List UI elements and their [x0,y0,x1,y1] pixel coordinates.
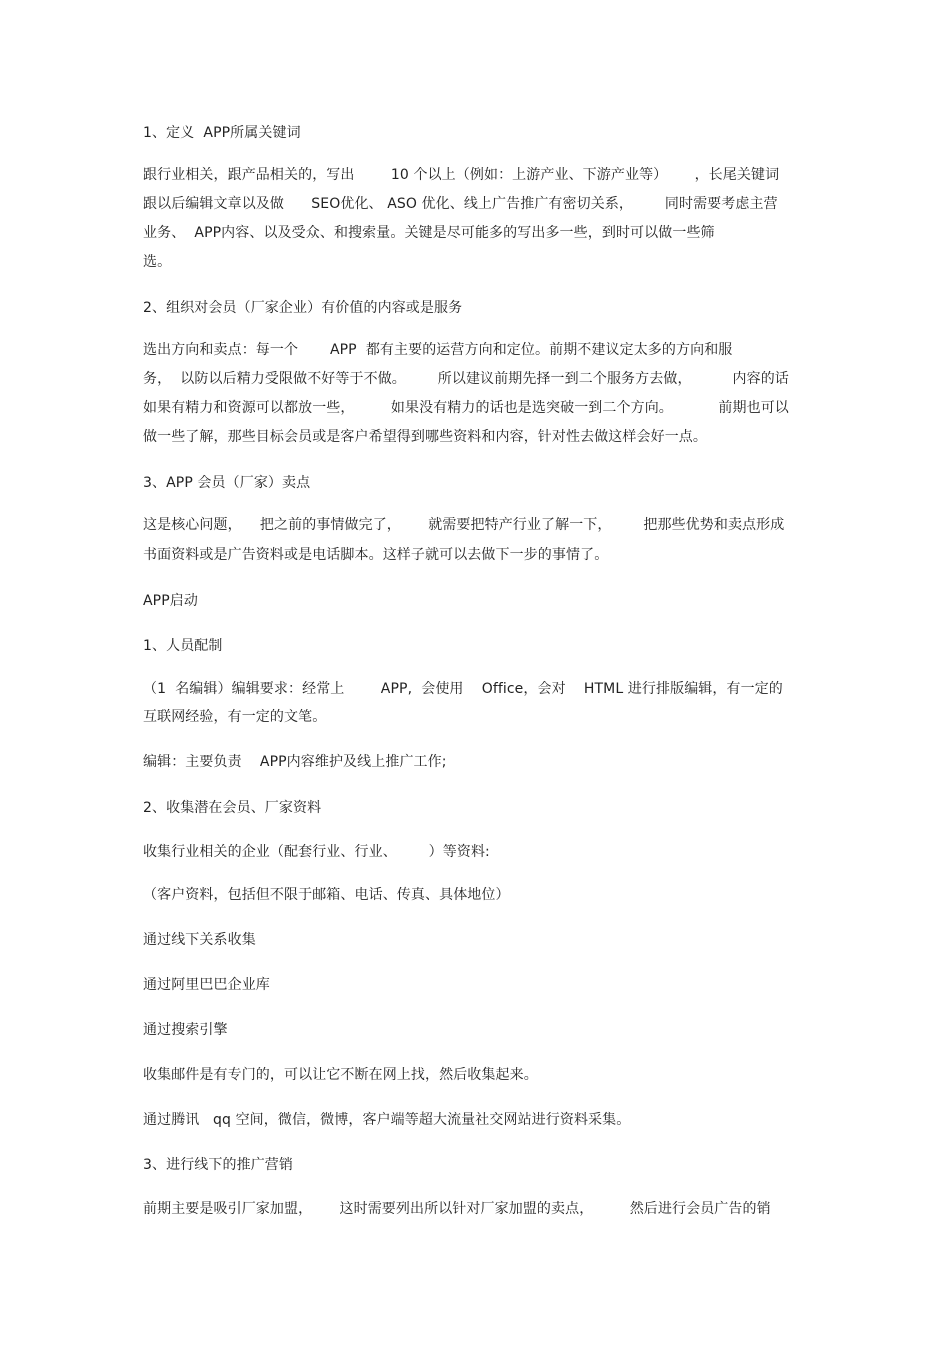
paragraph-line: （1 名编辑）编辑要求：经常上 APP, 会使用 Office，会对 HTML 进行排版编辑，有一定的 [143,681,783,697]
paragraph-line: 收集行业相关的企业（配套行业、行业、 ）等资料: [143,844,490,860]
paragraph-line: 这是核心问题， 把之前的事情做完了， 就需要把特产行业了解一下， 把那些优势和卖点形成 [143,517,785,533]
list-item: 收集邮件是有专门的，可以让它不断在网上找，然后收集起来。 [143,1067,538,1083]
paragraph-line: 跟以后编辑文章以及做 SEO优化、 ASO 优化、线上广告推广有密切关系， 同时需要考虑主营 [143,196,778,212]
list-item: 通过搜索引擎 [143,1022,228,1038]
list-item: 通过阿里巴巴企业库 [143,977,270,993]
heading-offline-marketing: 3、进行线下的推广营销 [143,1157,294,1173]
paragraph-line: 做一些了解，那些目标会员或是客户希望得到哪些资料和内容，针对性去做这样会好一点。 [143,429,707,445]
paragraph-line: 务， 以防以后精力受限做不好等于不做。 所以建议前期先择一到二个服务方去做， 内容的话 [143,371,789,387]
paragraph-line: 互联网经验，有一定的文笔。 [143,709,327,725]
heading-collect-leads: 2、收集潜在会员、厂家资料 [143,800,322,816]
paragraph-line: 书面资料或是广告资料或是电话脚本。这样子就可以去做下一步的事情了。 [143,547,609,563]
heading-staffing: 1、人员配制 [143,638,223,654]
paragraph-line: 编辑：主要负责 APP内容维护及线上推广工作; [143,754,447,770]
paragraph-line: 前期主要是吸引厂家加盟， 这时需要列出所以针对厂家加盟的卖点， 然后进行会员广告的销 [143,1201,771,1217]
heading-define-keywords: 1、定义 APP所属关键词 [143,125,301,141]
paragraph-line: 选出方向和卖点：每一个 APP 都有主要的运营方向和定位。前期不建议定太多的方向和服 [143,342,733,358]
heading-member-content: 2、组织对会员（厂家企业）有价值的内容或是服务 [143,300,463,316]
paragraph-line: 跟行业相关，跟产品相关的，写出 10 个以上（例如：上游产业、下游产业等） ，长尾关键词 [143,167,780,183]
heading-app-member-selling-points: 3、APP 会员（厂家）卖点 [143,475,311,491]
paragraph-line: 选。 [143,254,172,270]
paragraph-line: 如果有精力和资源可以都放一些， 如果没有精力的话也是选突破一到二个方向。 前期也可以 [143,400,789,416]
list-item: 通过腾讯 qq 空间，微信，微博，客户端等超大流量社交网站进行资料采集。 [143,1112,631,1128]
list-item: 通过线下关系收集 [143,932,256,948]
heading-app-launch: APP启动 [143,593,198,609]
paragraph-line: （客户资料，包括但不限于邮箱、电话、传真、具体地位） [143,887,510,903]
paragraph-line: 业务、 APP内容、以及受众、和搜索量。关键是尽可能多的写出多一些，到时可以做一些筛 [143,225,715,241]
